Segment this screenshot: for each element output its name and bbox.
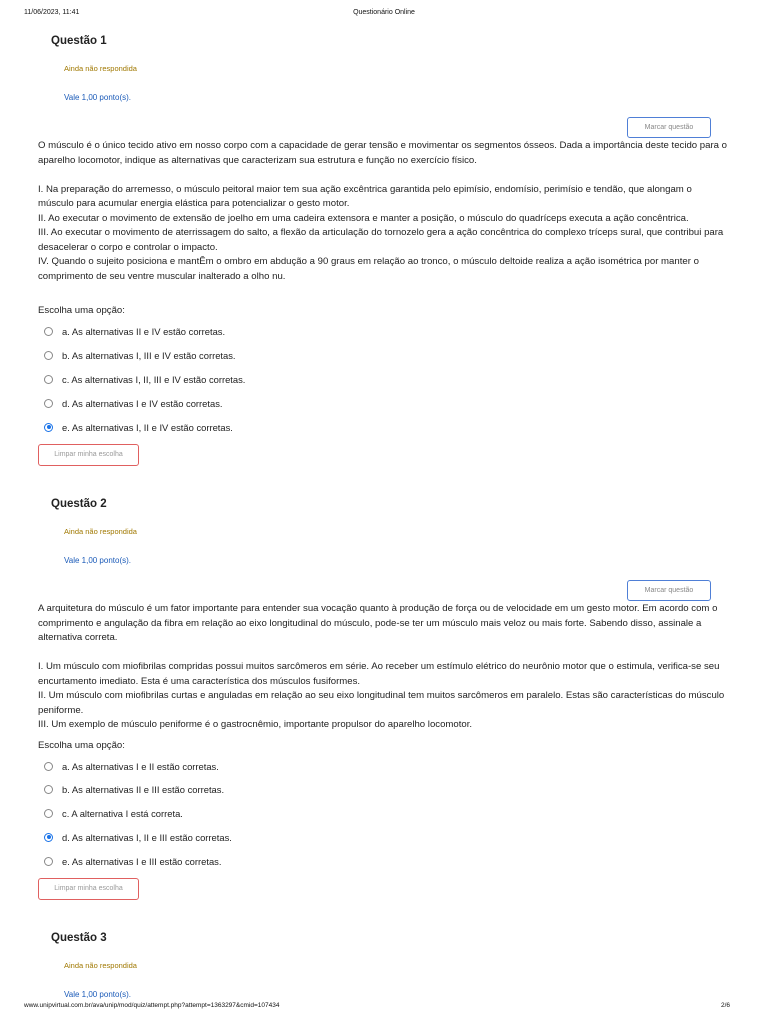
radio-button[interactable] bbox=[44, 351, 53, 360]
statement: II. Ao executar o movimento de extensão de joelho em uma cadeira extensora e manter a posição, o músculo do quadríceps executa a ação concêntrica. bbox=[38, 212, 689, 224]
option-label: a. As alternativas II e IV estão corretas. bbox=[62, 325, 226, 337]
option-label: d. As alternativas I, II e III estão corretas. bbox=[62, 831, 232, 843]
question-title: Questão 1 bbox=[51, 35, 107, 47]
print-url: www.unipvirtual.com.br/ava/unip/mod/quiz/attempt.php?attempt=1363297&cmid=107434 bbox=[24, 1002, 280, 1009]
statement: I. Um músculo com miofibrilas compridas possui muitos sarcômeros em série. Ao receber um estímulo elétrico do neurônio motor que o estimula, verifica-se seu encurtamento imediato. Esta é uma característica dos músculos fusiformes. bbox=[38, 661, 720, 687]
print-title: Questionário Online bbox=[353, 9, 415, 16]
radio-button[interactable] bbox=[44, 375, 53, 384]
option-label: b. As alternativas II e III estão corretas. bbox=[62, 783, 225, 795]
question-text bbox=[38, 139, 728, 284]
radio-button[interactable] bbox=[44, 399, 53, 408]
radio-button-selected[interactable] bbox=[44, 423, 53, 432]
flag-question-button[interactable]: Marcar questão bbox=[627, 580, 711, 601]
clear-choice-button[interactable]: Limpar minha escolha bbox=[38, 444, 139, 466]
choose-label: Escolha uma opção: bbox=[38, 740, 125, 751]
option-d[interactable] bbox=[44, 830, 232, 844]
choose-label: Escolha uma opção: bbox=[38, 305, 125, 316]
print-date: 11/06/2023, 11:41 bbox=[24, 9, 80, 16]
statement: IV. Quando o sujeito posiciona e mantÊm o ombro em abdução a 90 graus em relação ao tronco, o músculo deltoide realiza a ação isométrica por manter o comprimento de seu ventre muscular inalterado a olho nu. bbox=[38, 256, 699, 282]
option-a[interactable] bbox=[44, 324, 225, 338]
option-label: e. As alternativas I, II e IV estão corretas. bbox=[62, 421, 233, 433]
question-text bbox=[38, 602, 728, 733]
statement: I. Na preparação do arremesso, o músculo peitoral maior tem sua ação excêntrica garantida pelo epimísio, endomísio, perimísio e tendão, que alongam o músculo para acumular energia elástica para potencializar o gesto motor. bbox=[38, 183, 692, 209]
option-b[interactable] bbox=[44, 348, 236, 362]
question-stem: O músculo é o único tecido ativo em nosso corpo com a capacidade de gerar tensão e movimentar os segmentos ósseos. Dada a importância deste tecido para o aparelho locomotor, indique as alternativas que caracterizam sua estrutura e função no exercício físico. bbox=[38, 140, 727, 166]
option-label: c. As alternativas I, II, III e IV estão corretas. bbox=[62, 373, 246, 385]
option-label: d. As alternativas I e IV estão corretas. bbox=[62, 397, 223, 409]
question-status: Ainda não respondida bbox=[64, 527, 137, 536]
question-status: Ainda não respondida bbox=[64, 961, 137, 970]
radio-button[interactable] bbox=[44, 327, 53, 336]
flag-question-button[interactable]: Marcar questão bbox=[627, 117, 711, 138]
option-d[interactable] bbox=[44, 396, 223, 410]
question-title: Questão 2 bbox=[51, 498, 107, 510]
statement: II. Um músculo com miofibrilas curtas e anguladas em relação ao seu eixo longitudinal tem muitos sarcômeros em paralelo. Estas são características do músculo peniforme. bbox=[38, 690, 725, 716]
radio-button-selected[interactable] bbox=[44, 833, 53, 842]
page-number: 2/6 bbox=[720, 1002, 730, 1009]
option-c[interactable] bbox=[44, 372, 245, 386]
question-stem: A arquitetura do músculo é um fator importante para entender sua vocação quanto à produção de força ou de velocidade em um gesto motor. Em acordo com o comprimento e angulação da fibra em relação ao eixo longitudinal do músculo, pode-se ter um músculo mais veloz ou mais forte. Sabendo disso, assinale a alternativa correta. bbox=[38, 603, 718, 643]
statement: III. Ao executar o movimento de aterrissagem do salto, a flexão da articulação do tornozelo gera a ação concêntrica do complexo tríceps sural, que contribui para desacelerar o corpo e controlar o impacto. bbox=[38, 227, 724, 253]
radio-button[interactable] bbox=[44, 785, 53, 794]
question-points: Vale 1,00 ponto(s). bbox=[64, 93, 132, 102]
question-points: Vale 1,00 ponto(s). bbox=[64, 990, 132, 999]
option-a[interactable] bbox=[44, 759, 219, 773]
radio-button[interactable] bbox=[44, 857, 53, 866]
statement: III. Um exemplo de músculo peniforme é o gastrocnêmio, importante propulsor do aparelho locomotor. bbox=[38, 719, 473, 730]
question-points: Vale 1,00 ponto(s). bbox=[64, 556, 132, 565]
clear-choice-button[interactable]: Limpar minha escolha bbox=[38, 878, 139, 900]
option-c[interactable] bbox=[44, 806, 183, 820]
option-label: e. As alternativas I e III estão corretas. bbox=[62, 855, 222, 867]
option-e[interactable] bbox=[44, 854, 221, 868]
question-status: Ainda não respondida bbox=[64, 64, 137, 73]
option-label: a. As alternativas I e II estão corretas. bbox=[62, 760, 219, 772]
option-label: c. A alternativa I está correta. bbox=[62, 807, 183, 819]
option-label: b. As alternativas I, III e IV estão corretas. bbox=[62, 349, 236, 361]
option-b[interactable] bbox=[44, 782, 224, 796]
option-e[interactable] bbox=[44, 420, 233, 434]
radio-button[interactable] bbox=[44, 809, 53, 818]
question-title: Questão 3 bbox=[51, 932, 107, 944]
radio-button[interactable] bbox=[44, 762, 53, 771]
